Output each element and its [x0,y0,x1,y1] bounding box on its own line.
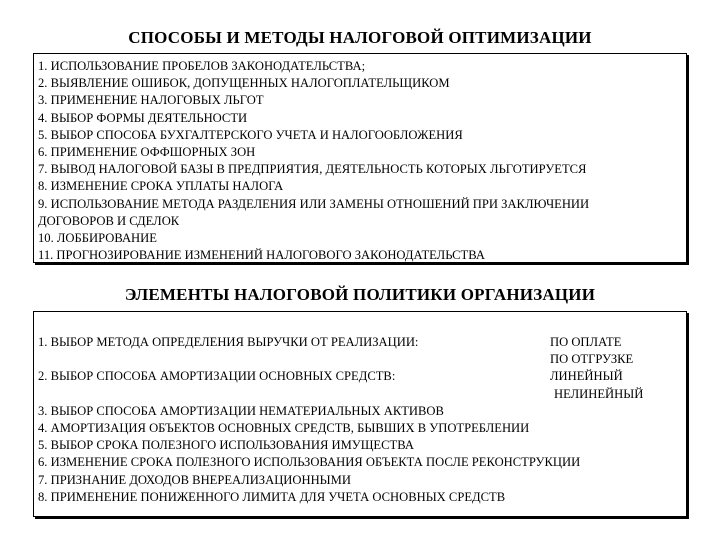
policy-item-revenue-option [38,351,682,368]
policy-item-text: 2. ВЫБОР СПОСОБА АМОРТИЗАЦИИ ОСНОВНЫХ СРЕДСТВ: [38,369,396,384]
option-nonlinear: НЕЛИНЕЙНЫЙ [554,386,644,401]
list-item: 3. ВЫБОР СПОСОБА АМОРТИЗАЦИИ НЕМАТЕРИАЛЬНЫХ АКТИВОВ [38,403,444,418]
section1-title: СПОСОБЫ И МЕТОДЫ НАЛОГОВОЙ ОПТИМИЗАЦИИ [128,28,592,47]
list-item: 6. ПРИМЕНЕНИЕ ОФФШОРНЫХ ЗОН [38,145,256,160]
list-item: 5. ВЫБОР СРОКА ПОЛЕЗНОГО ИСПОЛЬЗОВАНИЯ ИМУЩЕСТВА [38,438,414,453]
policy-item-revenue [38,334,682,351]
list-item: 4. АМОРТИЗАЦИЯ ОБЪЕКТОВ ОСНОВНЫХ СРЕДСТВ, БЫВШИХ В УПОТРЕБЛЕНИИ [38,420,530,435]
methods-box [33,53,687,263]
list-item: 5. ВЫБОР СПОСОБА БУХГАЛТЕРСКОГО УЧЕТА И НАЛОГООБЛОЖЕНИЯ [38,127,463,142]
list-item: 7. ПРИЗНАНИЕ ДОХОДОВ ВНЕРЕАЛИЗАЦИОННЫМИ [38,472,351,487]
list-item: 6. ИЗМЕНЕНИЕ СРОКА ПОЛЕЗНОГО ИСПОЛЬЗОВАНИЯ ОБЪЕКТА ПОСЛЕ РЕКОНСТРУКЦИИ [38,455,581,470]
option-by-shipment: ПО ОТГРУЗКЕ [550,352,634,367]
list-item: 3. ПРИМЕНЕНИЕ НАЛОГОВЫХ ЛЬГОТ [38,93,264,108]
list-item: 4. ВЫБОР ФОРМЫ ДЕЯТЕЛЬНОСТИ [38,110,248,125]
option-linear: ЛИНЕЙНЫЙ [550,369,623,384]
policy-item-text: 1. ВЫБОР МЕТОДА ОПРЕДЕЛЕНИЯ ВЫРУЧКИ ОТ РЕАЛИЗАЦИИ: [38,335,419,349]
list-item: 9. ИСПОЛЬЗОВАНИЕ МЕТОДА РАЗДЕЛЕНИЯ ИЛИ ЗАМЕНЫ ОТНОШЕНИЙ ПРИ ЗАКЛЮЧЕНИИ [38,196,590,211]
list-item: 11. ПРОГНОЗИРОВАНИЕ ИЗМЕНЕНИЙ НАЛОГОВОГО ЗАКОНОДАТЕЛЬСТВА [38,248,485,263]
list-item: ДОГОВОРОВ И СДЕЛОК [38,213,180,228]
list-item: 8. ИЗМЕНЕНИЕ СРОКА УПЛАТЫ НАЛОГА [38,179,284,194]
policy-item-depreciation-option [38,386,682,403]
policy-item-depreciation [38,368,682,385]
option-by-payment: ПО ОПЛАТЕ [550,335,622,349]
section2-title: ЭЛЕМЕНТЫ НАЛОГОВОЙ ПОЛИТИКИ ОРГАНИЗАЦИИ [124,285,596,304]
list-item: 1. ИСПОЛЬЗОВАНИЕ ПРОБЕЛОВ ЗАКОНОДАТЕЛЬСТВА; [38,59,366,73]
list-item: 2. ВЫЯВЛЕНИЕ ОШИБОК, ДОПУЩЕННЫХ НАЛОГОПЛАТЕЛЬЩИКОМ [38,76,450,91]
policy-box [33,311,687,517]
list-item: 7. ВЫВОД НАЛОГОВОЙ БАЗЫ В ПРЕДПРИЯТИЯ, ДЕЯТЕЛЬНОСТЬ КОТОРЫХ ЛЬГОТИРУЕТСЯ [38,162,587,177]
list-item: 10. ЛОББИРОВАНИЕ [38,231,157,246]
list-item: 8. ПРИМЕНЕНИЕ ПОНИЖЕННОГО ЛИМИТА ДЛЯ УЧЕТА ОСНОВНЫХ СРЕДСТВ [38,489,506,504]
